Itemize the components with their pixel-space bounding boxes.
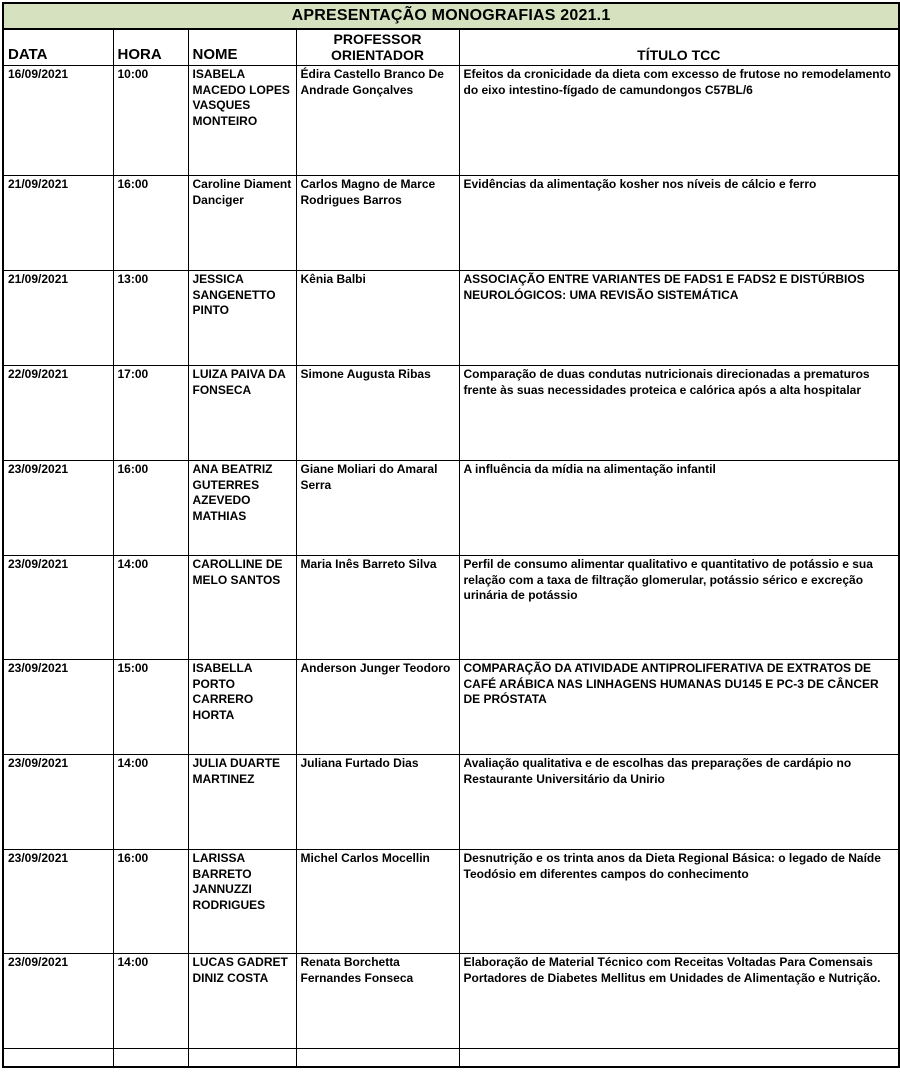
cell-hora: 14:00 [113,755,188,850]
table-row [3,850,899,954]
table-row [3,176,899,271]
cell-titulo: Evidências da alimentação kosher nos níveis de cálcio e ferro [459,176,899,271]
cell-data: 23/09/2021 [3,556,113,660]
cell-hora: 17:00 [113,366,188,461]
cell-titulo: Perfil de consumo alimentar qualitativo e quantitativo de potássio e sua relação com a taxa de filtração glomerular, potássio sérico e excreção urinária de potássio [459,556,899,660]
table-row [3,366,899,461]
table-row [3,271,899,366]
cell-data: 21/09/2021 [3,271,113,366]
cell-nome: LARISSA BARRETO JANNUZZI RODRIGUES [188,850,296,954]
cell-hora: 16:00 [113,461,188,556]
cell-orientador: Maria Inês Barreto Silva [296,556,459,660]
cell-titulo: Efeitos da cronicidade da dieta com excesso de frutose no remodelamento do eixo intestino-fígado de camundongos C57BL/6 [459,66,899,176]
cell-nome: LUCAS GADRET DINIZ COSTA [188,954,296,1049]
cell-titulo: Desnutrição e os trinta anos da Dieta Regional Básica: o legado de Naíde Teodósio em diferentes campos do conhecimento [459,850,899,954]
empty-cell [188,1049,296,1067]
header-row [3,29,899,66]
cell-hora: 14:00 [113,556,188,660]
table-row [3,66,899,176]
cell-orientador: Anderson Junger Teodoro [296,660,459,755]
empty-cell [3,1049,113,1067]
cell-orientador: Kênia Balbi [296,271,459,366]
cell-data: 16/09/2021 [3,66,113,176]
cell-data: 23/09/2021 [3,461,113,556]
cell-data: 23/09/2021 [3,660,113,755]
cell-hora: 16:00 [113,850,188,954]
table-row [3,755,899,850]
cell-nome: JESSICA SANGENETTO PINTO [188,271,296,366]
page-title: APRESENTAÇÃO MONOGRAFIAS 2021.1 [3,3,899,29]
empty-row [3,1049,899,1067]
table-row [3,461,899,556]
cell-titulo: ASSOCIAÇÃO ENTRE VARIANTES DE FADS1 E FADS2 E DISTÚRBIOS NEUROLÓGICOS: UMA REVISÃO SISTEMÁTICA [459,271,899,366]
spreadsheet-table [2,2,900,1068]
table-body [3,66,899,1049]
cell-hora: 15:00 [113,660,188,755]
cell-orientador: Renata Borchetta Fernandes Fonseca [296,954,459,1049]
empty-cell [113,1049,188,1067]
title-row [3,3,899,29]
column-header-nome: NOME [188,29,296,66]
cell-data: 21/09/2021 [3,176,113,271]
cell-titulo: Avaliação qualitativa e de escolhas das preparações de cardápio no Restaurante Universitário da Unirio [459,755,899,850]
cell-orientador: Juliana Furtado Dias [296,755,459,850]
table-row [3,660,899,755]
column-header-titulo: TÍTULO TCC [459,29,899,66]
cell-orientador: Simone Augusta Ribas [296,366,459,461]
cell-hora: 10:00 [113,66,188,176]
cell-data: 23/09/2021 [3,954,113,1049]
cell-nome: ANA BEATRIZ GUTERRES AZEVEDO MATHIAS [188,461,296,556]
cell-data: 22/09/2021 [3,366,113,461]
cell-titulo: A influência da mídia na alimentação infantil [459,461,899,556]
empty-cell [459,1049,899,1067]
column-header-hora: HORA [113,29,188,66]
table-row [3,954,899,1049]
table-row [3,556,899,660]
cell-orientador: Michel Carlos Mocellin [296,850,459,954]
cell-nome: CAROLLINE DE MELO SANTOS [188,556,296,660]
cell-orientador: Édira Castello Branco De Andrade Gonçalves [296,66,459,176]
cell-hora: 14:00 [113,954,188,1049]
cell-nome: ISABELA MACEDO LOPES VASQUES MONTEIRO [188,66,296,176]
cell-titulo: Comparação de duas condutas nutricionais direcionadas a prematuros frente às suas necessidades proteica e calórica após a alta hospitalar [459,366,899,461]
cell-nome: LUIZA PAIVA DA FONSECA [188,366,296,461]
cell-nome: Caroline Diament Danciger [188,176,296,271]
cell-nome: JULIA DUARTE MARTINEZ [188,755,296,850]
presentation-schedule-sheet [2,2,898,1068]
cell-data: 23/09/2021 [3,755,113,850]
cell-nome: ISABELLA PORTO CARRERO HORTA [188,660,296,755]
cell-titulo: Elaboração de Material Técnico com Receitas Voltadas Para Comensais Portadores de Diabetes Mellitus em Unidades de Alimentação e Nutrição. [459,954,899,1049]
cell-data: 23/09/2021 [3,850,113,954]
cell-hora: 13:00 [113,271,188,366]
column-header-orientador: PROFESSOR ORIENTADOR [296,29,459,66]
empty-cell [296,1049,459,1067]
cell-titulo: COMPARAÇÃO DA ATIVIDADE ANTIPROLIFERATIVA DE EXTRATOS DE CAFÉ ARÁBICA NAS LINHAGENS HUMANAS DU145 E PC-3 DE CÂNCER DE PRÓSTATA [459,660,899,755]
cell-hora: 16:00 [113,176,188,271]
cell-orientador: Giane Moliari do Amaral Serra [296,461,459,556]
column-header-data: DATA [3,29,113,66]
cell-orientador: Carlos Magno de Marce Rodrigues Barros [296,176,459,271]
